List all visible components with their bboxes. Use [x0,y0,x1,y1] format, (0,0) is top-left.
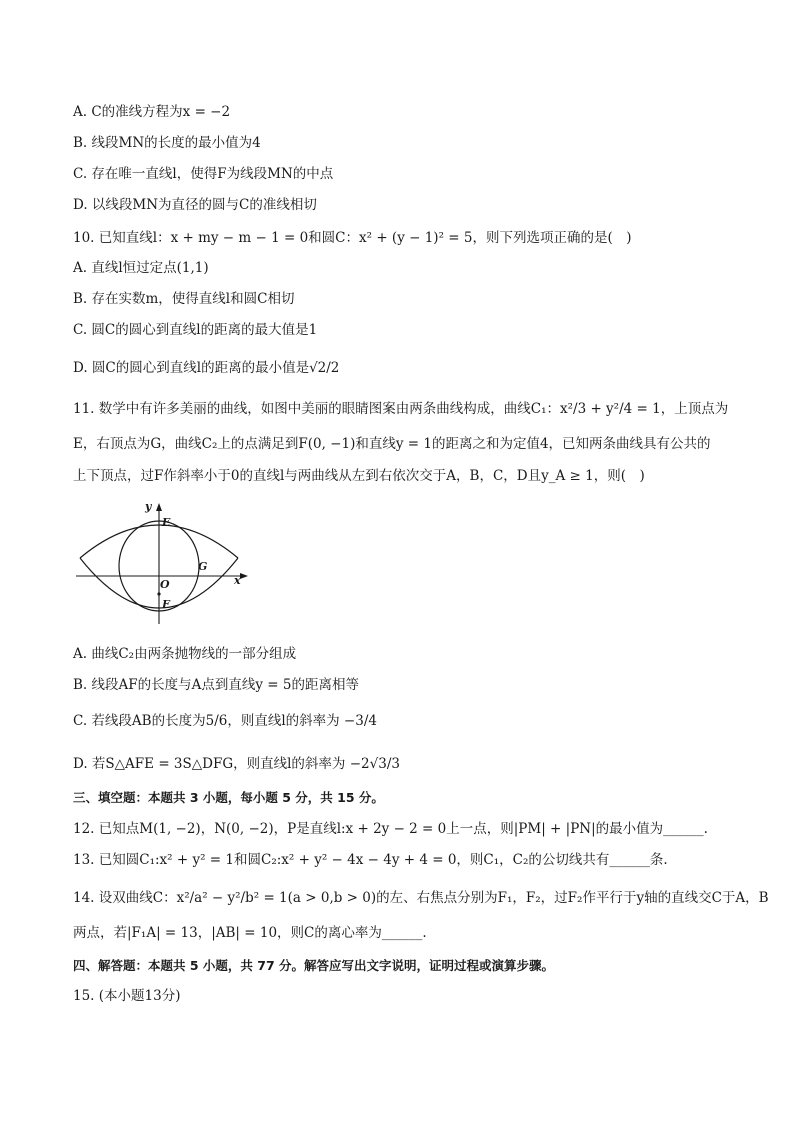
q11-stem-line3: 上下顶点，过F作斜率小于0的直线l与两曲线从左到右依次交于A，B，C，D且y_A ≥ 1，则( ) [73,468,645,484]
point-f [157,592,160,595]
q10-option-d: D. 圆C的圆心到直线l的距离的最小值是√2/2 [73,360,340,376]
q11-option-a: A. 曲线C₂由两条抛物线的一部分组成 [73,646,297,662]
q9-option-a: A. C的准线方程为x = −2 [73,104,231,120]
q9-option-b: B. 线段MN的长度的最小值为4 [73,135,261,151]
q13: 13. 已知圆C₁:x² + y² = 1和圆C₂:x² + y² − 4x − 4y + 4 = 0，则C₁，C₂的公切线共有______条. [73,852,668,868]
q15: 15. (本小题13分) [73,988,181,1004]
label-y: y [145,500,152,513]
y-axis-arrow [156,503,162,511]
label-f: F [162,598,170,611]
q10-option-b: B. 存在实数m，使得直线l和圆C相切 [73,291,295,307]
eye-curve-figure [74,500,250,630]
q9-option-c: C. 存在唯一直线l，使得F为线段MN的中点 [73,166,334,182]
section3-heading: 三、填空题：本题共 3 小题，每小题 5 分，共 15 分。 [73,790,384,805]
q11-option-d: D. 若S△AFE = 3S△DFG，则直线l的斜率为 −2√3/3 [73,756,400,772]
label-e: E [162,516,171,529]
q10-option-c: C. 圆C的圆心到直线l的距离的最大值是1 [73,322,318,338]
q9-option-d: D. 以线段MN为直径的圆与C的准线相切 [73,197,317,213]
q11-option-c: C. 若线段AB的长度为5/6，则直线l的斜率为 −3/4 [73,713,377,729]
q12: 12. 已知点M(1, −2)，N(0, −2)，P是直线l:x + 2y − 2 = 0上一点，则|PM| + |PN|的最小值为______. [73,821,708,837]
q14-line2: 两点，若|F₁A| = 13，|AB| = 10，则C的离心率为______. [73,925,427,941]
q10-stem: 10. 已知直线l：x + my − m − 1 = 0和圆C：x² + (y − 1)² = 5，则下列选项正确的是( ) [73,230,632,246]
section4-heading: 四、解答题：本题共 5 小题，共 77 分。解答应写出文字说明，证明过程或演算步骤。 [73,958,555,973]
label-o: O [160,578,170,591]
x-axis-arrow [240,573,248,579]
q11-option-b: B. 线段AF的长度与A点到直线y = 5的距离相等 [73,677,359,693]
q14-line1: 14. 设双曲线C：x²/a² − y²/b² = 1(a > 0,b > 0)的左、右焦点分别为F₁，F₂，过F₂作平行于y轴的直线交C于A，B [73,890,769,906]
q10-option-a: A. 直线l恒过定点(1,1) [73,260,209,276]
q11-stem-line2: E，右顶点为G，曲线C₂上的点满足到F(0, −1)和直线y = 1的距离之和为定值4，已知两条曲线具有公共的 [73,436,711,452]
label-x: x [234,574,241,587]
q11-stem-line1: 11. 数学中有许多美丽的曲线，如图中美丽的眼睛图案由两条曲线构成，曲线C₁：x²/3 + y²/4 = 1，上顶点为 [73,401,729,417]
label-g: G [198,560,208,573]
